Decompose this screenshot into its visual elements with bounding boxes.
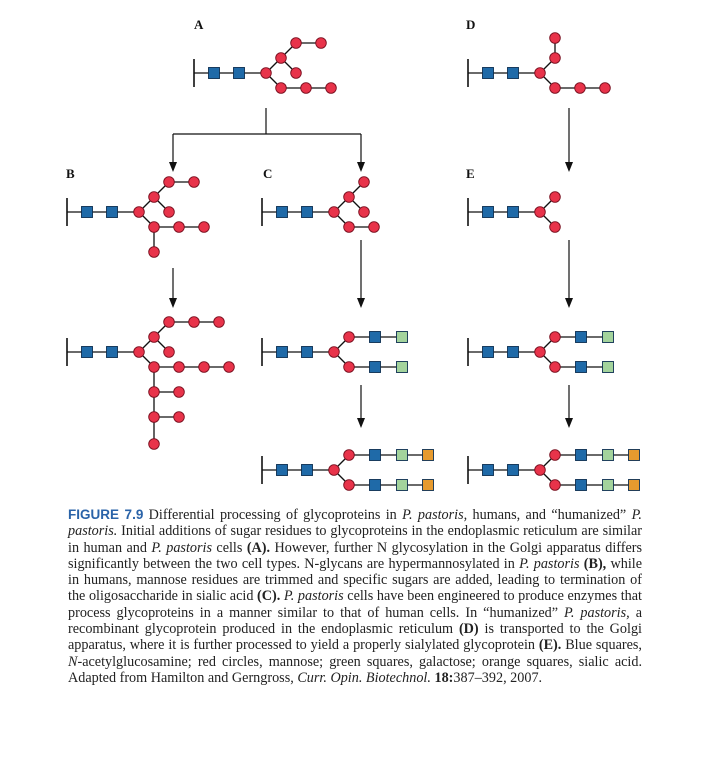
mannose-circle (316, 38, 327, 49)
sialic-acid-square (423, 480, 434, 491)
mannose-circle (550, 83, 561, 94)
caption-text: Initial additions of sugar residues to glycoproteins in the endoplasmic reticulum are similar in human and (68, 523, 642, 556)
mannose-circle (189, 177, 200, 188)
mannose-circle (550, 362, 561, 373)
mannose-circle (189, 317, 200, 328)
branch-connector (173, 108, 361, 134)
arrow-e-step-1 (565, 240, 573, 308)
arrows-group (169, 108, 573, 428)
mannose-circle (149, 412, 160, 423)
mannose-circle (291, 38, 302, 49)
glycan-panel-e (468, 192, 560, 233)
glcnac-square (302, 347, 313, 358)
glcnac-square (370, 362, 381, 373)
mannose-circle (344, 332, 355, 343)
galactose-square (397, 332, 408, 343)
mannose-circle (301, 83, 312, 94)
glcnac-square (277, 347, 288, 358)
figure-caption (68, 507, 642, 686)
mannose-circle (550, 53, 561, 64)
galactose-square (397, 480, 408, 491)
galactose-square (603, 480, 614, 491)
mannose-circle (149, 387, 160, 398)
arrow-a-to-c (357, 134, 365, 172)
caption-journal: Curr. Opin. Biotechnol. (297, 669, 431, 686)
panel-label-e: E (466, 166, 475, 181)
glcnac-square (302, 465, 313, 476)
mannose-circle (344, 192, 355, 203)
panel-label-b: B (66, 166, 75, 181)
sialic-acid-square (629, 450, 640, 461)
panel-label-d: D (466, 17, 476, 32)
arrow-a-to-b (169, 134, 177, 172)
glcnac-square (277, 207, 288, 218)
glcnac-square (508, 207, 519, 218)
glycans-group (67, 33, 640, 491)
mannose-circle (149, 192, 160, 203)
mannose-circle (174, 412, 185, 423)
mannose-circle (329, 465, 340, 476)
glycan-panel-b-hypermannosylated (67, 317, 234, 450)
mannose-circle (164, 177, 175, 188)
mannose-circle (134, 347, 145, 358)
caption-panel-ref: (C). (257, 588, 281, 605)
glycan-panel-e-galactosylated (468, 332, 614, 373)
glcnac-square (508, 347, 519, 358)
mannose-circle (329, 207, 340, 218)
glcnac-square (107, 207, 118, 218)
glcnac-square (370, 332, 381, 343)
sialic-acid-square (629, 480, 640, 491)
mannose-circle (276, 53, 287, 64)
mannose-circle (535, 465, 546, 476)
mannose-circle (134, 207, 145, 218)
glcnac-square (508, 68, 519, 79)
caption-text: is transported to the Golgi apparatus, where it is further processed to yield a properly sialylated glycoprotein (68, 621, 642, 654)
glcnac-square (82, 347, 93, 358)
mannose-circle (550, 192, 561, 203)
mannose-circle (199, 362, 210, 373)
caption-text: Differential processing of glycoproteins in (143, 507, 403, 523)
glcnac-square (508, 465, 519, 476)
caption-text: However, further N glycosylation in the Golgi apparatus differs significantly between the two cell types. N-glycans are hypermannosylated in (68, 539, 642, 572)
galactose-square (603, 332, 614, 343)
glcnac-square (576, 362, 587, 373)
glycan-panel-c-sialylated (262, 450, 434, 491)
mannose-circle (359, 177, 370, 188)
glycan-panel-e-sialylated (468, 450, 640, 491)
mannose-circle (149, 332, 160, 343)
galactose-square (603, 362, 614, 373)
mannose-circle (535, 68, 546, 79)
arrow-c-step-2 (357, 385, 365, 428)
arrow-head (357, 162, 365, 172)
glcnac-square (483, 68, 494, 79)
mannose-circle (550, 33, 561, 44)
arrow-head (169, 162, 177, 172)
caption-species: P. pastoris (151, 539, 212, 556)
mannose-circle (575, 83, 586, 94)
caption-species: P. pastoris, (564, 604, 630, 621)
glcnac-square (82, 207, 93, 218)
mannose-circle (550, 222, 561, 233)
caption-species: P. pastoris (519, 555, 580, 572)
glycan-panel-a (194, 38, 336, 94)
caption-text: 387–392, 2007. (453, 669, 543, 686)
mannose-circle (174, 387, 185, 398)
glcnac-square (576, 480, 587, 491)
mannose-circle (199, 222, 210, 233)
mannose-circle (535, 207, 546, 218)
galactose-square (397, 450, 408, 461)
mannose-circle (329, 347, 340, 358)
arrow-head (169, 298, 177, 308)
caption-text: humans, and “humanized” (467, 507, 632, 523)
mannose-circle (164, 207, 175, 218)
caption-panel-ref: (A). (246, 539, 271, 556)
mannose-circle (276, 83, 287, 94)
galactose-square (603, 450, 614, 461)
mannose-circle (550, 332, 561, 343)
mannose-circle (291, 68, 302, 79)
glcnac-square (576, 332, 587, 343)
mannose-circle (164, 347, 175, 358)
arrow-b-step (169, 268, 177, 308)
arrow-head (565, 162, 573, 172)
glcnac-square (234, 68, 245, 79)
caption-species: P. pastoris. (68, 507, 642, 540)
glcnac-square (302, 207, 313, 218)
figure-number: FIGURE 7.9 (68, 507, 144, 522)
mannose-circle (359, 207, 370, 218)
caption-text: Blue squares, (561, 637, 642, 654)
mannose-circle (344, 450, 355, 461)
caption-italic: N (68, 653, 78, 670)
arrow-d-to-e (565, 108, 573, 172)
arrow-head (565, 418, 573, 428)
mannose-circle (535, 347, 546, 358)
panel-label-c: C (263, 166, 273, 181)
glcnac-square (370, 450, 381, 461)
caption-text: -acetylglucosamine; red circles, mannose; green squares, galactose; orange squares, sialic acid. Adapted from Hamilton and Gerngross, (68, 653, 642, 686)
arrow-e-step-2 (565, 385, 573, 428)
mannose-circle (600, 83, 611, 94)
glycan-panel-b (67, 177, 209, 258)
caption-text: while in humans, mannose residues are trimmed and specific sugars are added, leading to termination of the oligosaccharide in sialic acid (68, 555, 642, 605)
mannose-circle (149, 247, 160, 258)
mannose-circle (369, 222, 380, 233)
arrow-head (357, 298, 365, 308)
arrow-head (565, 298, 573, 308)
mannose-circle (550, 450, 561, 461)
galactose-square (397, 362, 408, 373)
mannose-circle (149, 439, 160, 450)
mannose-circle (261, 68, 272, 79)
caption-text: cells (211, 539, 247, 556)
caption-panel-ref: (D) (458, 621, 479, 638)
glycan-panel-c (262, 177, 379, 233)
caption-text: a recombinant glycoprotein produced in the endoplasmic reticulum (68, 604, 642, 638)
arrow-head (357, 418, 365, 428)
caption-species: P. pastoris (283, 588, 344, 605)
panel-label-a: A (194, 17, 204, 32)
mannose-circle (149, 222, 160, 233)
glcnac-square (209, 68, 220, 79)
mannose-circle (344, 362, 355, 373)
glcnac-square (576, 450, 587, 461)
caption-text: cells have been engineered to produce enzymes that process glycoproteins in a manner similar to that of human cells. In “humanized” (68, 588, 643, 621)
mannose-circle (214, 317, 225, 328)
caption-species: P. pastoris, (402, 507, 468, 523)
arrow-c-step-1 (357, 240, 365, 308)
glcnac-square (483, 465, 494, 476)
glcnac-square (483, 207, 494, 218)
caption-volume: 18: (434, 669, 454, 686)
mannose-circle (326, 83, 337, 94)
glcnac-square (277, 465, 288, 476)
caption-panel-ref: (B), (583, 555, 607, 572)
glcnac-square (107, 347, 118, 358)
mannose-circle (224, 362, 235, 373)
mannose-circle (174, 362, 185, 373)
mannose-circle (550, 480, 561, 491)
mannose-circle (149, 362, 160, 373)
glcnac-square (370, 480, 381, 491)
mannose-circle (174, 222, 185, 233)
caption-panel-ref: (E). (538, 637, 562, 654)
mannose-circle (344, 480, 355, 491)
mannose-circle (344, 222, 355, 233)
glycan-panel-c-galactosylated (262, 332, 408, 373)
glcnac-square (483, 347, 494, 358)
sialic-acid-square (423, 450, 434, 461)
glycan-panel-d (468, 33, 610, 94)
mannose-circle (164, 317, 175, 328)
